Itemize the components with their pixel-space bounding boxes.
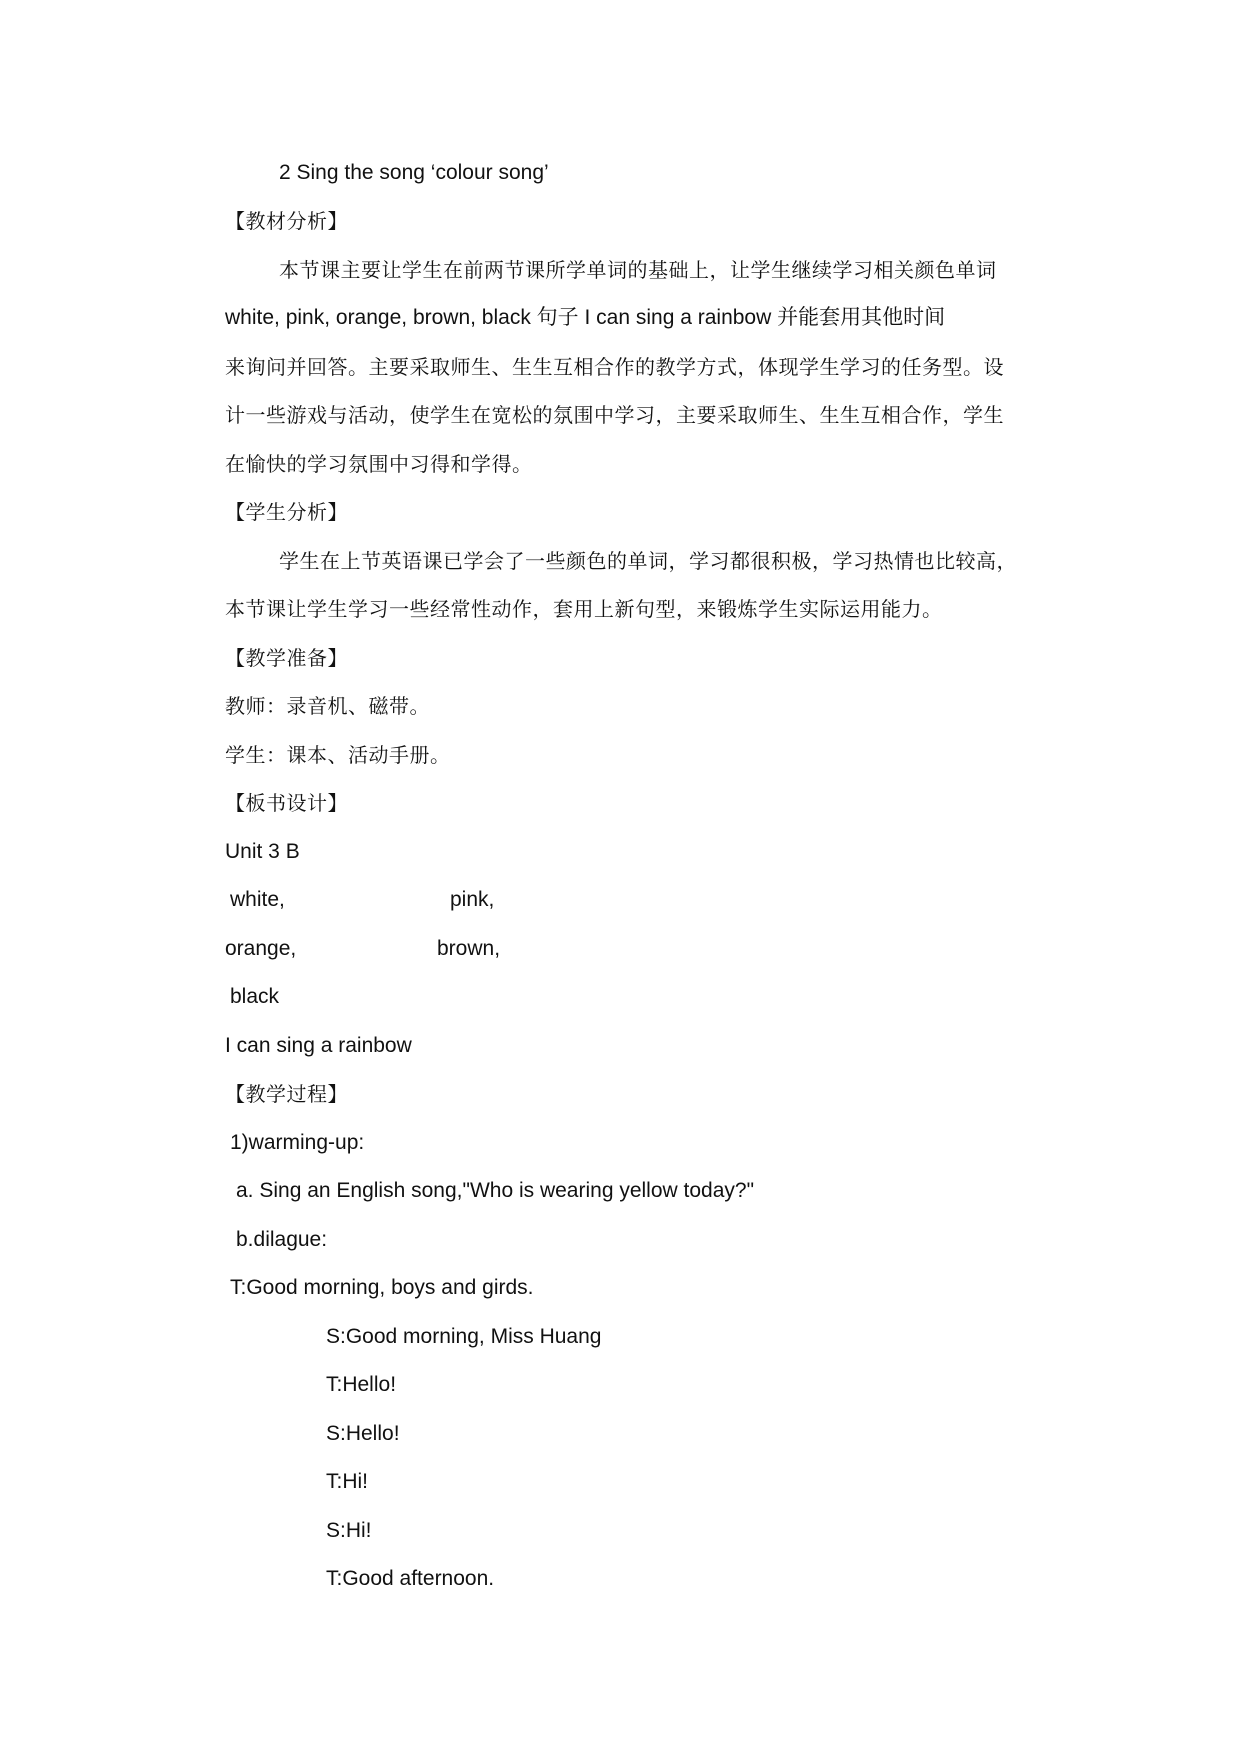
board-word-brown: brown, bbox=[437, 937, 501, 960]
student-paragraph-line: 本节课让学生学习一些经常性动作，套用上新句型，来锻炼学生实际运用能力。 bbox=[225, 597, 943, 621]
dialogue-line: T:Hi! bbox=[326, 1470, 368, 1493]
process-warming-up: 1)warming-up: bbox=[230, 1131, 365, 1154]
heading-material-analysis: 【教材分析】 bbox=[225, 209, 348, 233]
process-item-b: b.dilague: bbox=[236, 1228, 328, 1251]
board-word-white: white, bbox=[230, 888, 285, 911]
process-item-a: a. Sing an English song,"Who is wearing yellow today?" bbox=[236, 1179, 755, 1202]
dialogue-line: S:Hi! bbox=[326, 1519, 372, 1542]
song-line: 2 Sing the song ‘colour song’ bbox=[279, 161, 549, 184]
dialogue-line: S:Hello! bbox=[326, 1422, 400, 1445]
dialogue-line: T:Hello! bbox=[326, 1373, 397, 1396]
board-word-black: black bbox=[230, 985, 280, 1008]
board-unit: Unit 3 B bbox=[225, 840, 300, 863]
material-paragraph-line: 来询问并回答。主要采取师生、生生互相合作的教学方式，体现学生学习的任务型。设 bbox=[225, 355, 1004, 379]
heading-student-analysis: 【学生分析】 bbox=[225, 500, 348, 524]
prep-teacher: 教师：录音机、磁带。 bbox=[225, 694, 430, 718]
heading-board-design: 【板书设计】 bbox=[225, 791, 348, 815]
material-paragraph-line: 本节课主要让学生在前两节课所学单词的基础上，让学生继续学习相关颜色单词 bbox=[279, 258, 997, 282]
board-word-pink: pink, bbox=[450, 888, 495, 911]
board-sentence: I can sing a rainbow bbox=[225, 1034, 412, 1057]
dialogue-line: T:Good afternoon. bbox=[326, 1567, 495, 1590]
material-paragraph-line: 在愉快的学习氛围中习得和学得。 bbox=[225, 452, 533, 476]
heading-teaching-process: 【教学过程】 bbox=[225, 1082, 348, 1106]
heading-teaching-preparation: 【教学准备】 bbox=[225, 646, 348, 670]
dialogue-line: T:Good morning, boys and girds. bbox=[230, 1276, 534, 1299]
prep-student: 学生：课本、活动手册。 bbox=[225, 743, 451, 767]
material-paragraph-line: white, pink, orange, brown, black 句子 I can sing a rainbow 并能套用其他时间 bbox=[225, 306, 946, 329]
material-paragraph-line: 计一些游戏与活动，使学生在宽松的氛围中学习，主要采取师生、生生互相合作，学生 bbox=[225, 403, 1004, 427]
student-paragraph-line: 学生在上节英语课已学会了一些颜色的单词，学习都很积极，学习热情也比较高， bbox=[279, 549, 1017, 573]
dialogue-line: S:Good morning, Miss Huang bbox=[326, 1325, 602, 1348]
board-word-orange: orange, bbox=[225, 937, 297, 960]
